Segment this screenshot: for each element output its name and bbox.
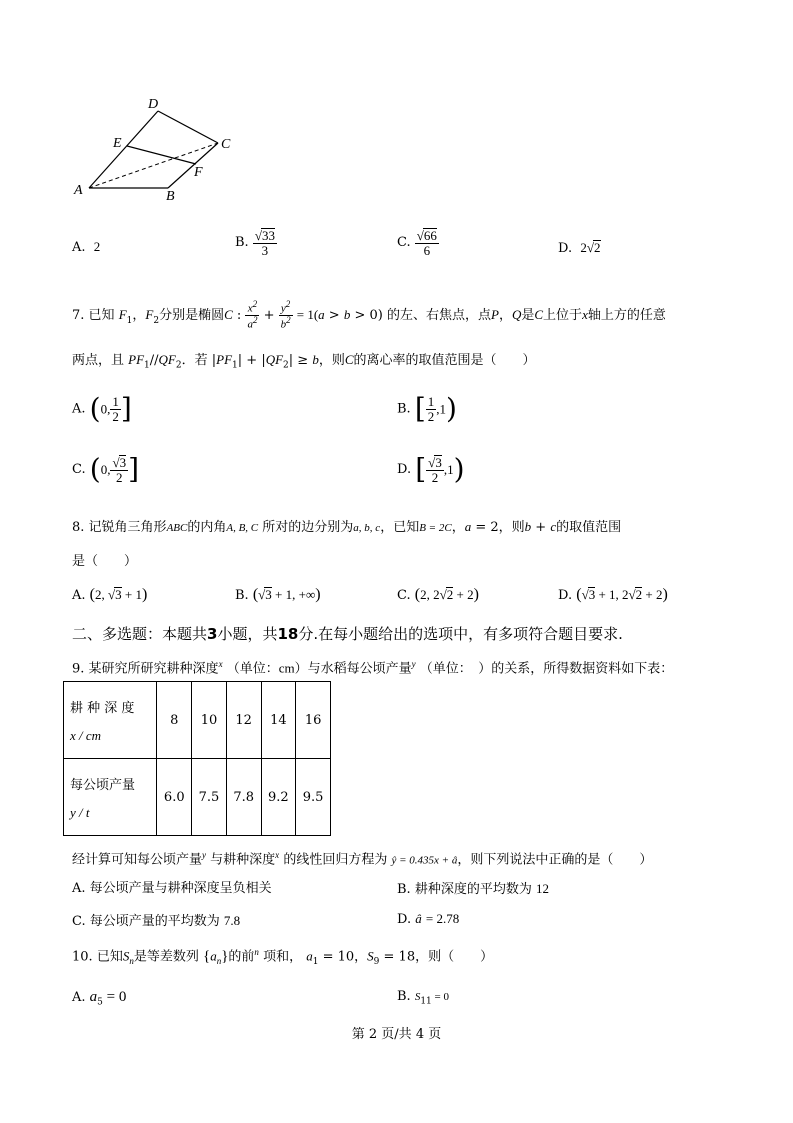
q6-option-d: D. 2√2 — [558, 240, 601, 256]
q7-option-a: A. (0, $\frac{1}{2}$ ] — [72, 392, 132, 426]
table-cell: 12 — [226, 682, 261, 759]
table-cell: 10 — [192, 682, 227, 759]
label-F: F — [194, 165, 203, 180]
q10-stem: 10. 已知$S_n$是等差数列 $\{a_n\}$的前$^n$ 项和， $a_1 = 10$，$S_9 = 18$，则（ ） — [72, 947, 494, 967]
table-row — [64, 759, 331, 836]
q9-regression-line: 经计算可知每公顷产量$^y$ 与耕种深度$^x$ 的线性回归方程为 ŷ = 0.435x + â，则下列说法中正确的是（ ） — [72, 850, 653, 868]
q8-option-d: D. (√3 + 1, 2√2 + 2) — [558, 586, 668, 603]
table-cell: 9.2 — [261, 759, 296, 836]
row-label-yield: 每公顷产量 y / t — [64, 759, 157, 836]
q9-option-c: C. 每公顷产量的平均数为 7.8 — [72, 913, 241, 929]
q7-option-c: C. (0, $\frac{√3}{2}$ ] — [72, 452, 140, 486]
q8-line-1: 8. 记锐角三角形ABC的内角A, B, C 所对的边分别为a, b, c，已知B = 2C，a = 2，则b + c的取值范围 — [72, 519, 622, 535]
q10-option-b: B. $S_{11} = 0$ — [397, 989, 449, 1007]
q10-option-a: A. $a_5 = 0$ — [72, 989, 127, 1008]
edge-DC — [158, 111, 218, 143]
table-cell: 7.8 — [226, 759, 261, 836]
section-2-heading: 二、多选题：本题共3小题，共18分.在每小题给出的选项中，有多项符合题目要求. — [72, 625, 623, 643]
label-D: D — [148, 97, 159, 112]
q9-stem: 9. 某研究所研究耕种深度$^x$ （单位：cm）与水稻每公顷产量$^y$ （单位： ）的关系，所得数据资料如下表： — [72, 659, 674, 677]
table-cell: 8 — [157, 682, 192, 759]
table-row — [64, 682, 331, 759]
label-A: A — [74, 183, 83, 198]
edge-BC — [168, 143, 218, 188]
q9-option-b: B. 耕种深度的平均数为 12 — [397, 881, 549, 897]
q7-line-1: 7. 已知 $F_1$，$F_2$分别是椭圆C : $\frac{x^2}{a^2}$ + $\frac{y^2}{b^2}$ = 1(a > b > 0) 的左、右焦点，点P，Q是C上位于x轴上方的任意 — [72, 299, 666, 331]
table-cell: 6.0 — [157, 759, 192, 836]
table-cell: 14 — [261, 682, 296, 759]
q7-line-2: 两点，且 $PF_1//QF_2$．若 $|PF_1| + |QF_2| \ge b$，则C的离心率的取值范围是（ ） — [72, 352, 536, 371]
data-table — [63, 681, 331, 836]
segment-EF — [127, 146, 196, 164]
page-footer: 第 2 页/共 4 页 — [351, 1027, 442, 1042]
q6-option-c: C. $\frac{√66}{6}$ — [397, 228, 437, 258]
q9-option-d: D. â = 2.78 — [397, 911, 460, 927]
row-label-depth: 耕 种 深 度 x / cm — [64, 682, 157, 759]
q6-option-a: A. 2 — [72, 239, 101, 255]
table-cell: 7.5 — [192, 759, 227, 836]
q8-line-2: 是（ ） — [72, 554, 138, 569]
q8-option-b: B. (√3 + 1, +∞) — [235, 586, 321, 603]
q7-option-d: D. [ $\frac{√3}{2}$ ,1) — [397, 452, 465, 486]
label-E: E — [113, 136, 122, 151]
q8-option-c: C. (2, 2√2 + 2) — [397, 586, 479, 603]
label-B: B — [166, 189, 175, 204]
table-cell: 9.5 — [296, 759, 331, 836]
geometry-figure — [60, 92, 250, 210]
q8-option-a: A. (2, √3 + 1) — [72, 586, 148, 603]
q9-option-a: A. 每公顷产量与耕种深度呈负相关 — [72, 881, 272, 896]
q7-option-b: B. [ $\frac{1}{2}$ ,1) — [397, 392, 457, 426]
table-cell: 16 — [296, 682, 331, 759]
label-C: C — [221, 137, 231, 152]
q6-option-b: B. $\frac{√33}{3}$ — [235, 228, 275, 258]
